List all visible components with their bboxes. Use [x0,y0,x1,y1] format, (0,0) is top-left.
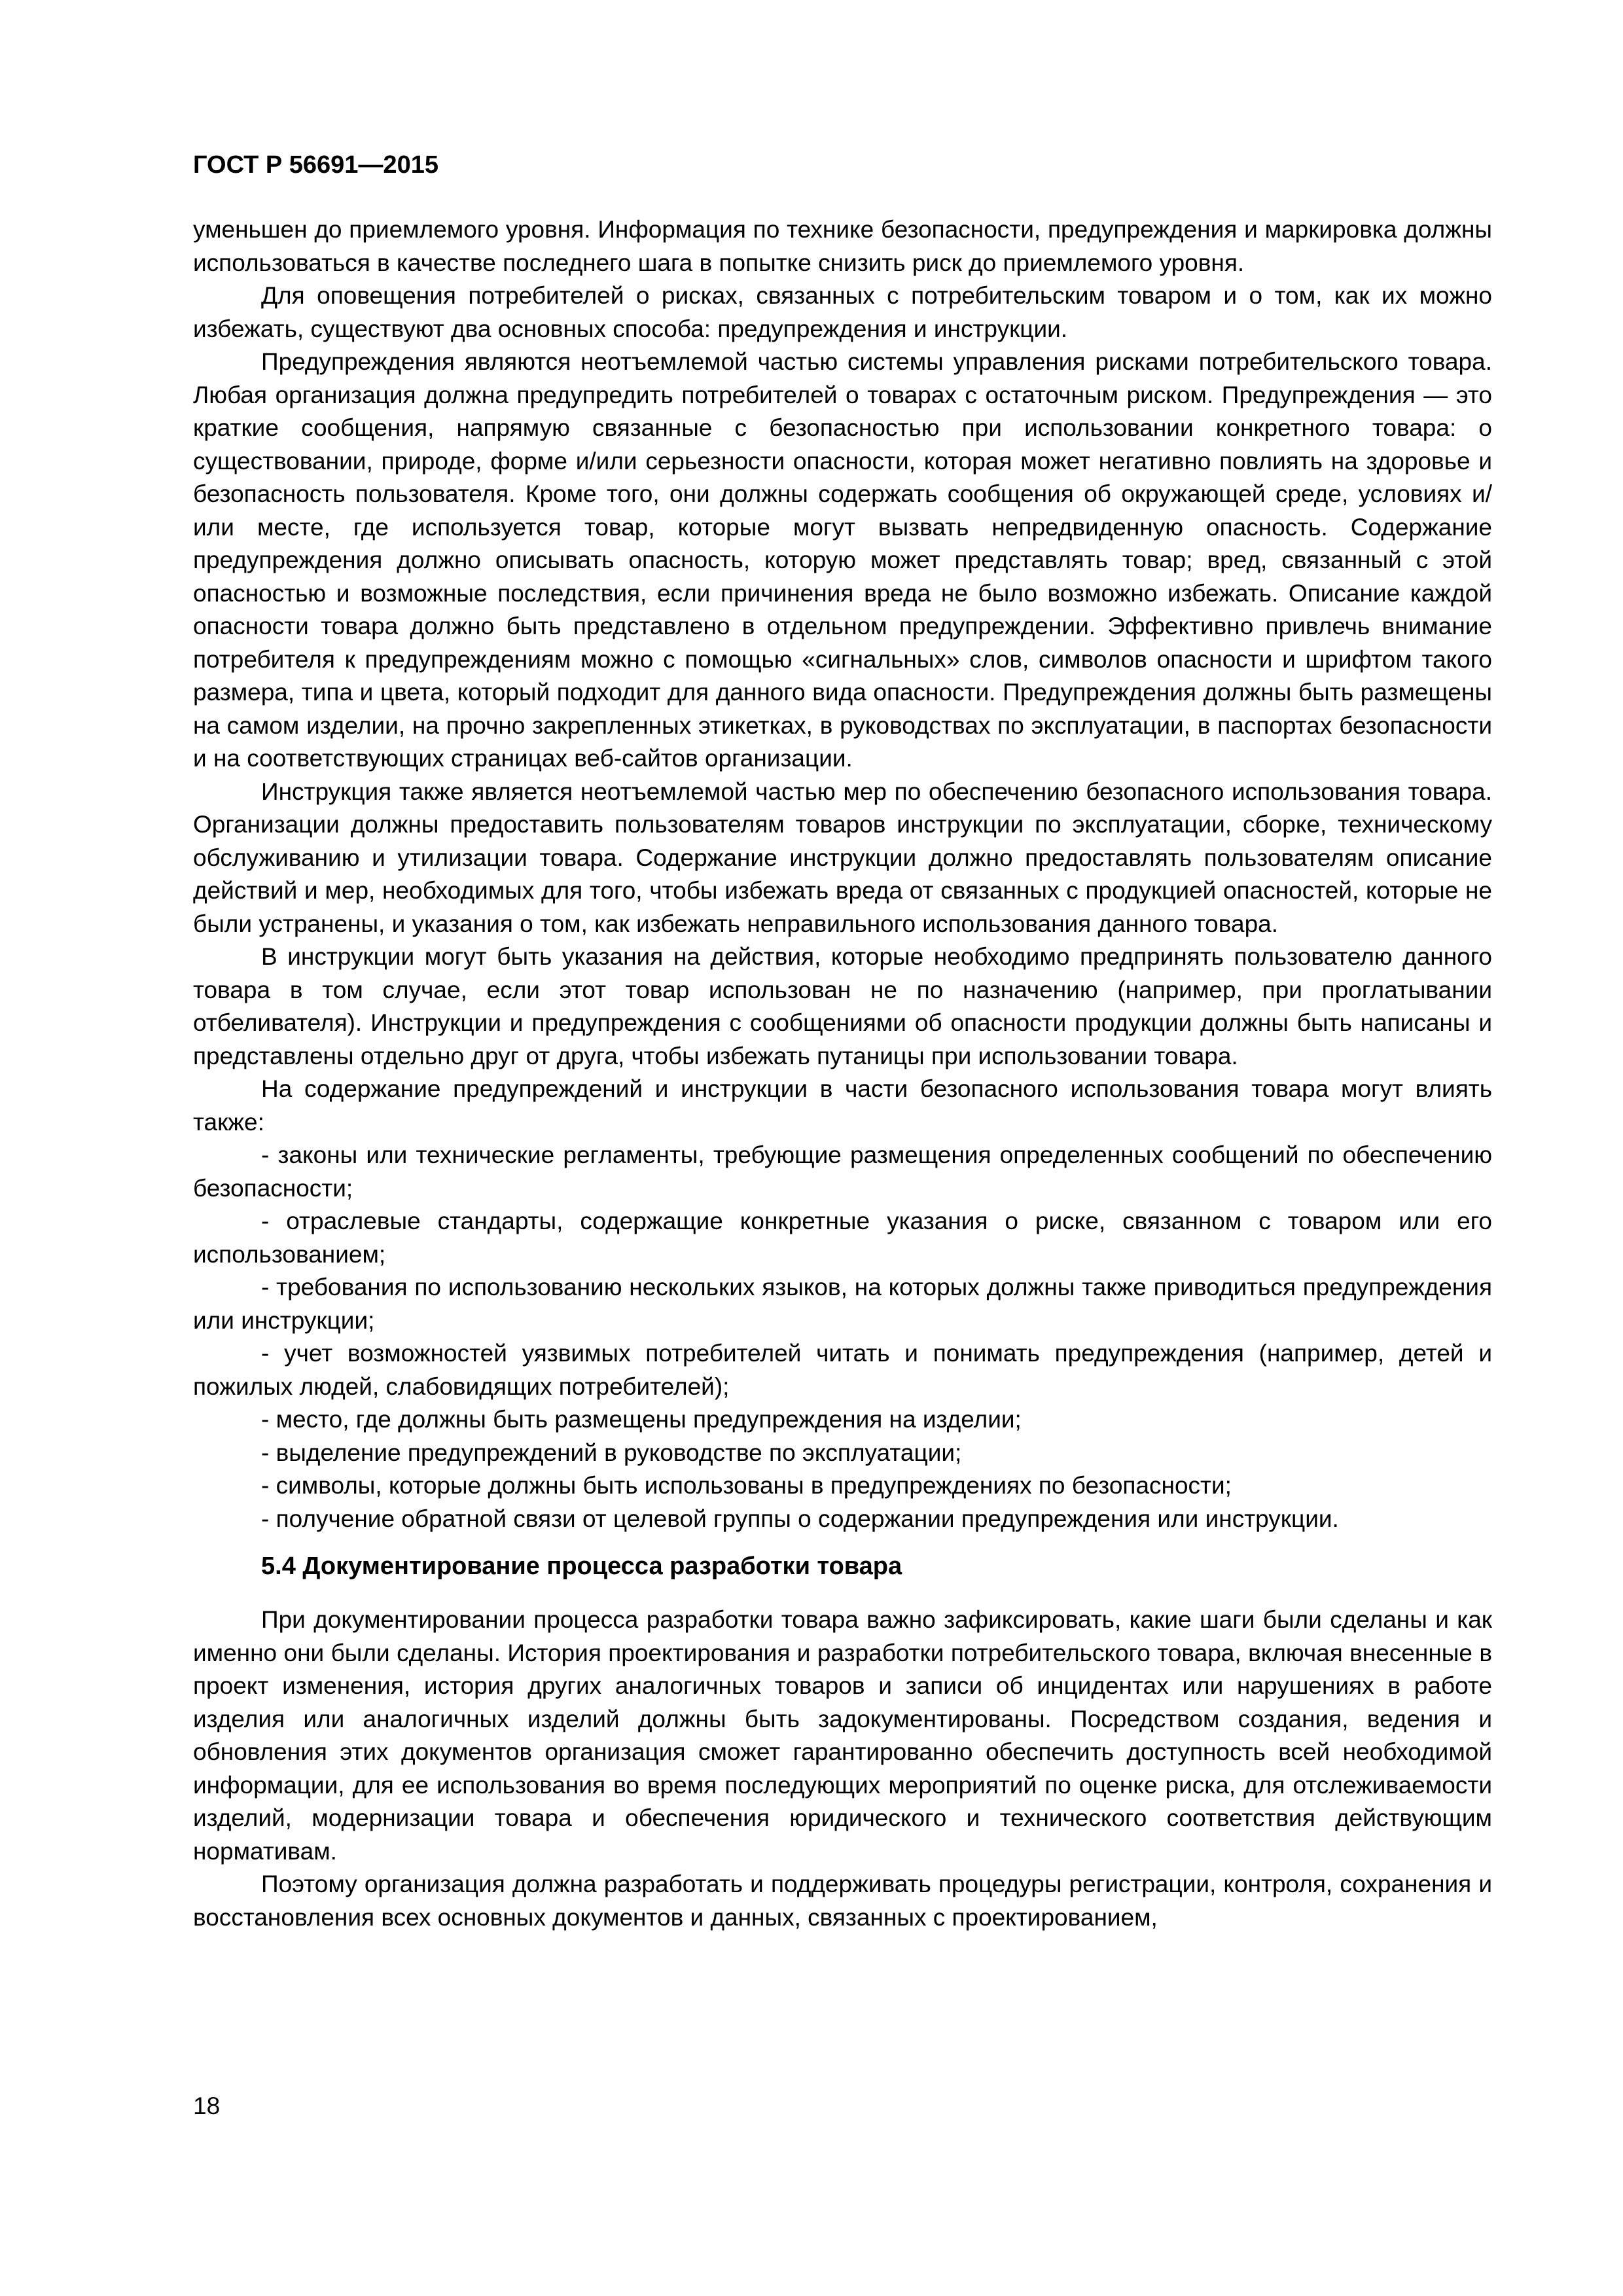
paragraph-continuation: уменьшен до приемлемого уровня. Информация по технике безопасности, предупреждения и маркировка должны использоваться в качестве последнего шага в попытке снизить риск до приемлемого уровня. [193,216,1492,276]
page-number: 18 [193,2092,221,2119]
paragraph-procedures: Поэтому организация должна разработать и поддерживать процедуры регистрации, контроля, сохранения и восстановления всех основных документов и данных, связанных с проектированием, [193,1871,1492,1931]
list-item: - отраслевые стандарты, содержащие конкретные указания о риске, связанном с товаром или его использованием; [193,1208,1492,1268]
paragraph-influencing-factors: На содержание предупреждений и инструкции в части безопасного использования товара могут влиять также: [193,1075,1492,1136]
list-item: - символы, которые должны быть использованы в предупреждениях по безопасности; [261,1472,1232,1499]
list-item: - получение обратной связи от целевой группы о содержании предупреждения или инструкции. [261,1505,1339,1532]
paragraph-instructions: Инструкция также является неотъемлемой частью мер по обеспечению безопасного использования товара. Организации должны предоставить пользователям товаров инструкции по эксплуатации, сборке, техническому обслуживанию и утилизации товара. Содержание инструкции должно предоставлять пользователям описание действий и мер, необходимых для того, чтобы избежать вреда от связанных с продукцией опасностей, которые не были устранены, и указания о том, как избежать неправильного использования данного товара. [193,778,1492,937]
document-code-header: ГОСТ Р 56691—2015 [193,151,438,179]
document-page [193,151,1492,1934]
paragraph-documentation: При документировании процесса разработки товара важно зафиксировать, какие шаги были сделаны и как именно они были сделаны. История проектирования и разработки потребительского товара, включая внесенные в проект изменения, история других аналогичных товаров и записи об инцидентах или нарушениях в работе изделия или аналогичных изделий должны быть задокументированы. Посредством создания, ведения и обновления этих документов организация сможет гарантированно обеспечить доступность всей необходимой информации, для ее использования во время последующих мероприятий по оценке риска, для отслеживаемости изделий, модернизации товара и обеспечения юридического и технического соответствия действующим нормативам. [193,1606,1492,1865]
paragraph-notification-methods: Для оповещения потребителей о рисках, связанных с потребительским товаром и о том, как их можно избежать, существуют два основных способа: предупреждения и инструкции. [193,282,1492,342]
section-heading: 5.4 Документирование процесса разработки товара [261,1552,902,1580]
list-item: - законы или технические регламенты, требующие размещения определенных сообщений по обеспечению безопасности; [193,1141,1492,1202]
list-item: - требования по использованию нескольких языков, на которых должны также приводиться предупреждения или инструкции; [193,1274,1492,1334]
list-item: - место, где должны быть размещены предупреждения на изделии; [261,1406,1022,1433]
section-body [193,1604,1492,1934]
paragraph-warnings: Предупреждения являются неотъемлемой частью системы управления рисками потребительского товара. Любая организация должна предупредить потребителей о товарах с остаточным риском. Предупреждения — это краткие сообщения, напрямую связанные с безопасностью при использовании конкретного товара: о существовании, природе, форме и/или серьезности опасности, которая может негативно повлиять на здоровье и безопасность пользователя. Кроме того, они должны содержать сообщения об окружающей среде, условиях и/или месте, где используется товар, которые могут вызвать непредвиденную опасность. Содержание предупреждения должно описывать опасность, которую может представлять товар; вред, связанный с этой опасностью и возможные последствия, если причинения вреда не было возможно избежать. Описание каждой опасности товара должно быть представлено в отдельном предупреждении. Эффективно привлечь внимание потребителя к предупреждениям можно с помощью «сигнальных» слов, символов опасности и шрифтом такого размера, типа и цвета, который подходит для данного вида опасности. Предупреждения должны быть размещены на самом изделии, на прочно закрепленных этикетках, в руководствах по эксплуатации, в паспортах безопасности и на соответствующих страницах веб-сайтов организации. [193,348,1492,772]
list-item: - учет возможностей уязвимых потребителей читать и понимать предупреждения (например, детей и пожилых людей, слабовидящих потребителей); [193,1340,1492,1400]
paragraph-misuse-instructions: В инструкции могут быть указания на действия, которые необходимо предпринять пользователю данного товара в том случае, если этот товар использован не по назначению (например, при проглатывании отбеливателя). Инструкции и предупреждения с сообщениями об опасности продукции должны быть написаны и представлены отдельно друг от друга, чтобы избежать путаницы при использовании товара. [193,943,1492,1069]
document-body [193,213,1492,1535]
list-item: - выделение предупреждений в руководстве по эксплуатации; [261,1439,962,1466]
